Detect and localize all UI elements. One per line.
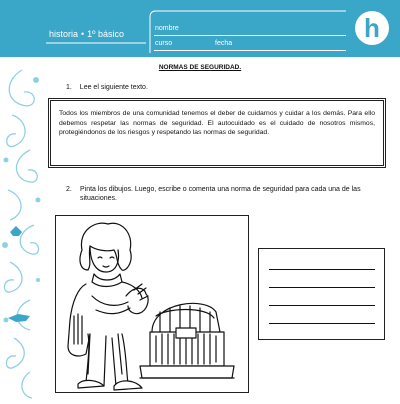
instruction-2 — [66, 185, 366, 203]
brand-logo — [355, 11, 389, 45]
logo-letter: h — [364, 13, 380, 43]
answer-line[interactable] — [269, 269, 375, 270]
date-label: fecha — [215, 40, 233, 47]
instruction-1-number: 1. — [66, 84, 72, 91]
header-underline — [46, 40, 146, 46]
course-label: curso — [155, 40, 173, 47]
answer-line[interactable] — [269, 323, 375, 324]
separator-dot: • — [81, 29, 85, 39]
name-label: nombre — [155, 25, 179, 32]
subject-label — [49, 29, 124, 39]
illustration-frame — [55, 215, 249, 393]
child-warming-hands-at-heater-icon — [56, 216, 249, 393]
subject-name: historia — [49, 29, 79, 39]
worksheet-title: NORMAS DE SEGURIDAD. — [158, 64, 242, 71]
instruction-2-text: Pinta los dibujos. Luego, escribe o comenta una norma de seguridad para cada una de las situaciones. — [80, 186, 361, 202]
instruction-1-text: Lee el siguiente texto. — [79, 84, 148, 91]
reading-text: Todos los miembros de una comunidad tenemos el deber de cuidarnos y cuidar a los demás. Para ello debemos respetar las normas de seguridad. El autocuidado es el cuidado de nosotros mismos, protegiéndonos de los riesgos y respetando las normas de seguridad. — [59, 110, 375, 137]
reading-box — [48, 98, 386, 168]
fish-icon — [8, 314, 30, 322]
decorative-side-strip — [0, 0, 44, 400]
answer-box — [258, 248, 385, 340]
crown-icon — [10, 226, 22, 236]
grade-label: 1º básico — [87, 29, 124, 39]
answer-line[interactable] — [269, 305, 375, 306]
swirl-pattern-icon — [0, 0, 44, 400]
header-band — [0, 0, 400, 57]
fields-outline — [146, 9, 352, 55]
answer-line[interactable] — [269, 287, 375, 288]
instruction-1 — [66, 83, 148, 92]
instruction-2-number: 2. — [66, 186, 72, 193]
